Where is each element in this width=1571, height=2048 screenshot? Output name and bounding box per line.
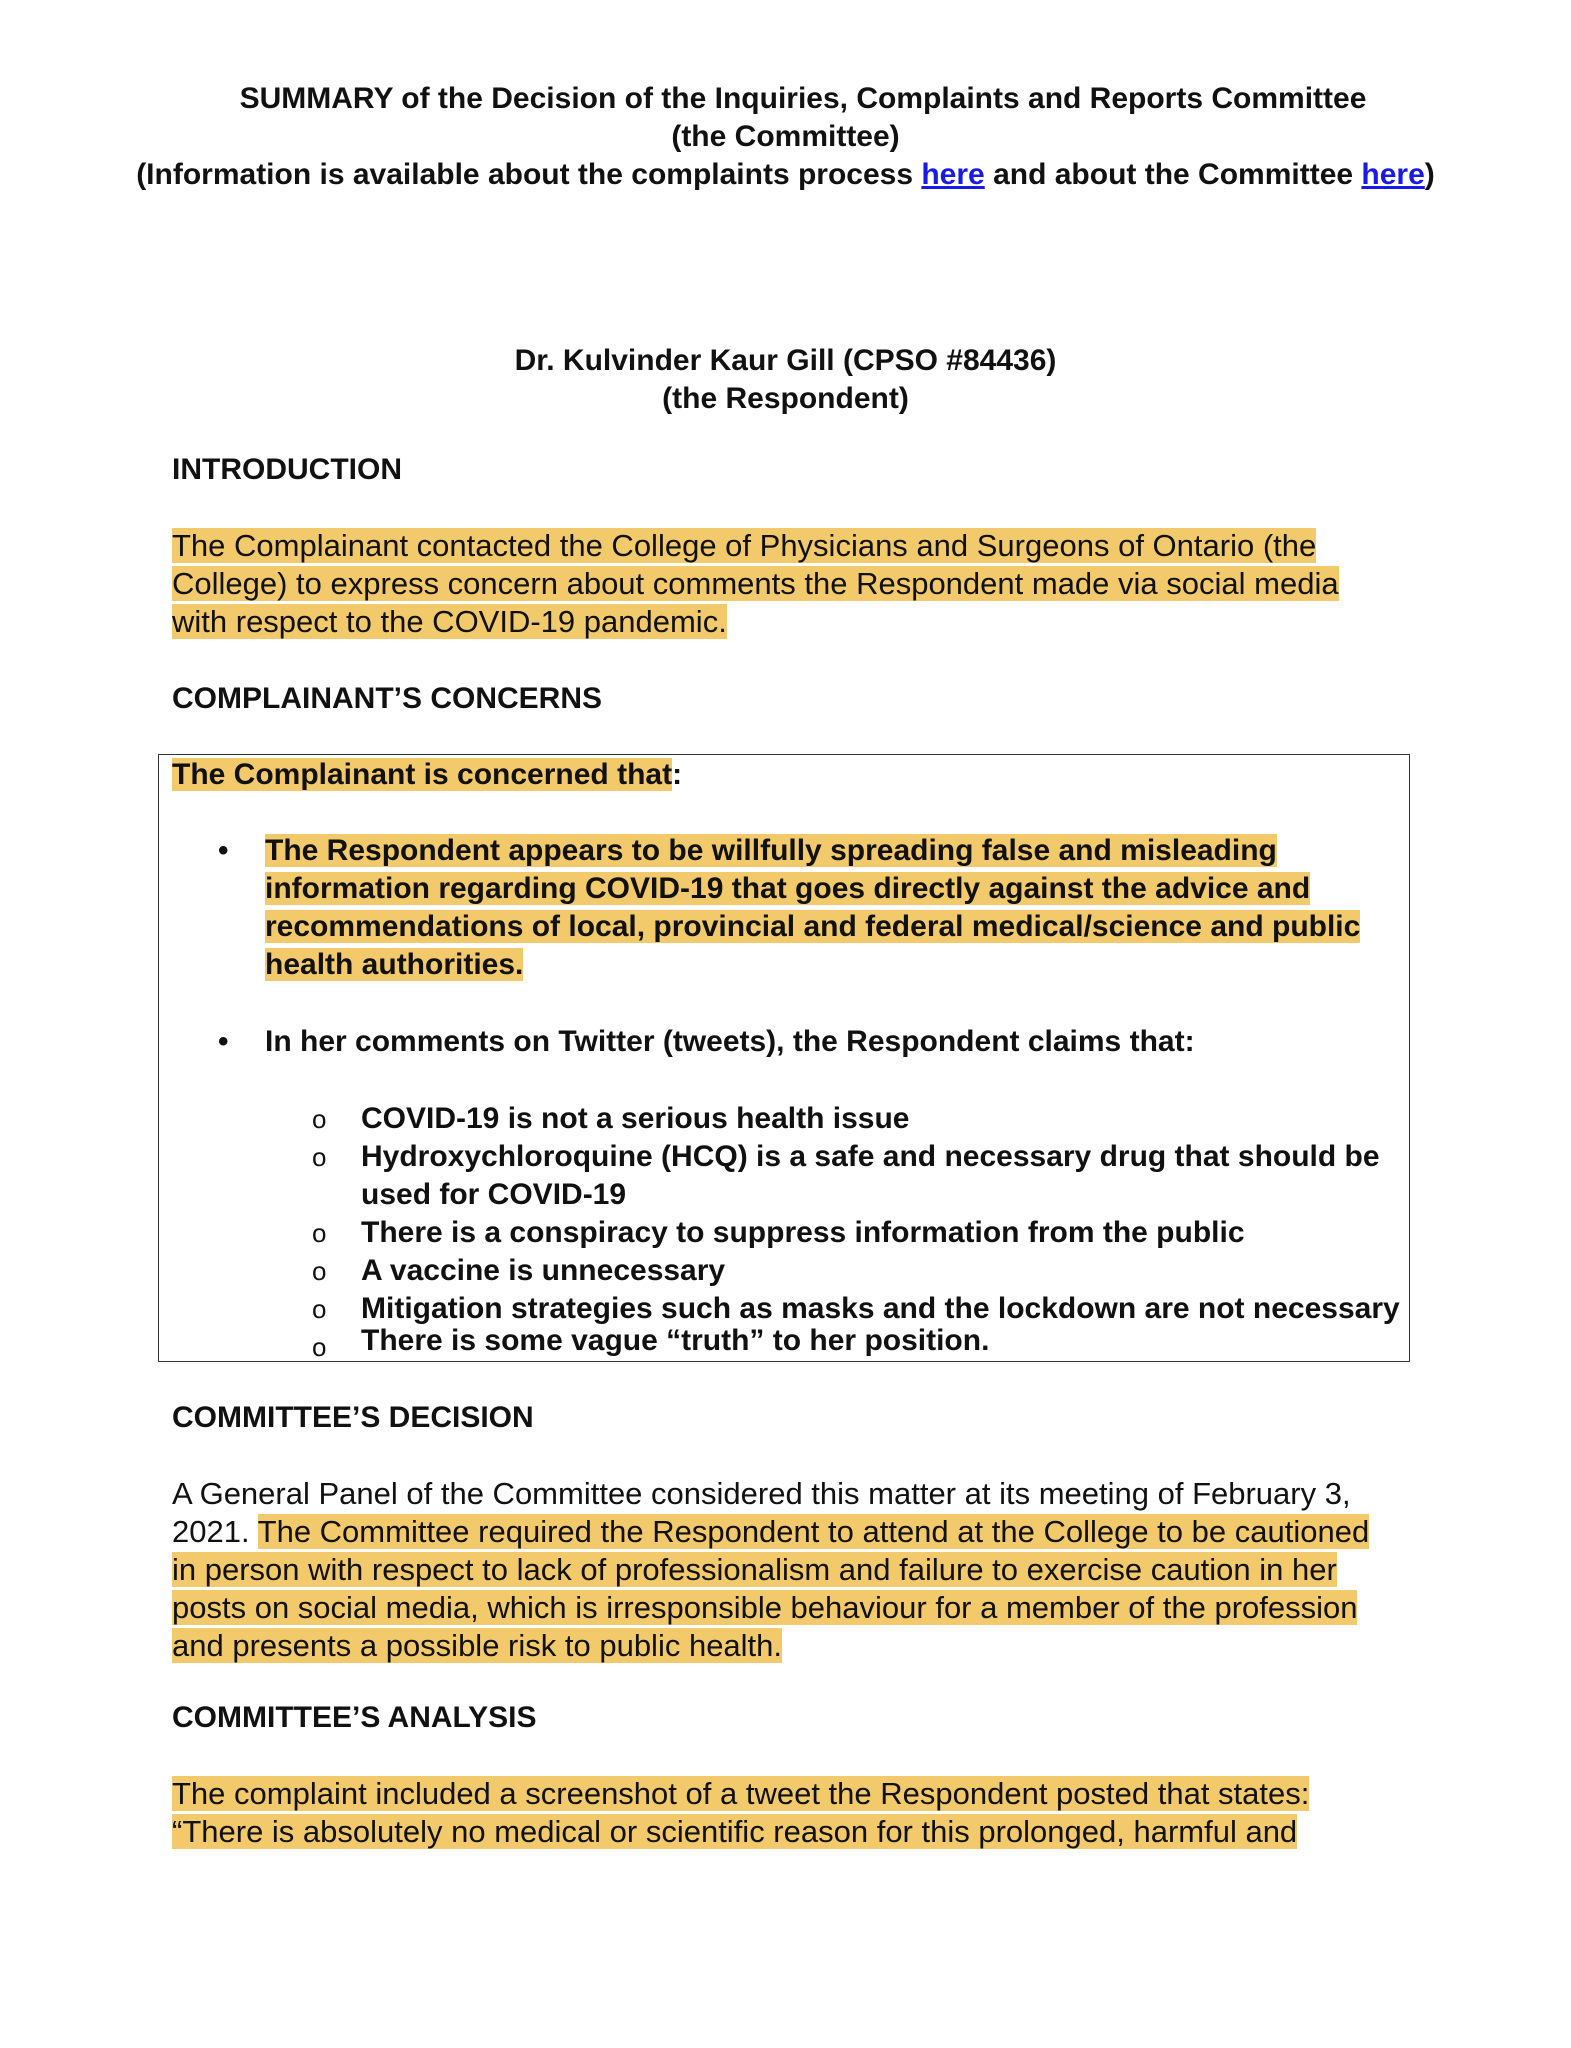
sub-bullet-glyph: o: [312, 1294, 327, 1324]
info-line: [0, 156, 1571, 194]
decision-line-highlight: and presents a possible risk to public health.: [172, 1628, 783, 1663]
committee-link[interactable]: here: [1361, 158, 1425, 191]
claim-item: Mitigation strategies such as masks and the lockdown are not necessary: [361, 1292, 1400, 1325]
bullet-glyph: •: [218, 834, 229, 867]
respondent-role: (the Respondent): [662, 382, 909, 415]
claim-item: A vaccine is unnecessary: [361, 1254, 726, 1287]
respondent-name: Dr. Kulvinder Kaur Gill (CPSO #84436): [514, 344, 1057, 377]
decision-line-highlight: The Committee required the Respondent to attend at the College to be cautioned: [257, 1514, 1370, 1549]
sub-bullet-glyph: o: [312, 1142, 327, 1172]
document-title: [0, 80, 1571, 194]
claim-item: [361, 1138, 1401, 1214]
concern-line: The Respondent appears to be willfully spreading false and misleading: [265, 834, 1277, 867]
info-prefix: (Information is available about the complaints process: [136, 158, 922, 191]
decision-paragraph: [172, 1475, 1412, 1665]
concerns-heading: COMPLAINANT’S CONCERNS: [172, 682, 603, 715]
bullet-glyph: •: [218, 1025, 229, 1058]
sub-bullet-glyph: o: [312, 1218, 327, 1248]
introduction-heading: INTRODUCTION: [172, 453, 402, 486]
analysis-line: The complaint included a screenshot of a tweet the Respondent posted that states:: [172, 1776, 1310, 1811]
analysis-heading: COMMITTEE’S ANALYSIS: [172, 1701, 537, 1734]
title-line-1: SUMMARY of the Decision of the Inquiries, Complaints and Reports Committee: [239, 82, 1367, 115]
concerns-lead-text: The Complainant is concerned that: [172, 758, 673, 791]
title-line-2: (the Committee): [671, 120, 900, 153]
sub-bullet-glyph: o: [312, 1104, 327, 1134]
decision-heading: COMMITTEE’S DECISION: [172, 1401, 534, 1434]
intro-line: The Complainant contacted the College of Physicians and Surgeons of Ontario (the: [172, 528, 1317, 563]
claim-line: used for COVID-19: [361, 1178, 627, 1211]
claim-item: There is a conspiracy to suppress information from the public: [361, 1216, 1245, 1249]
claim-item: COVID-19 is not a serious health issue: [361, 1102, 910, 1135]
info-middle: and about the Committee: [984, 158, 1362, 191]
decision-line-highlight: posts on social media, which is irresponsible behaviour for a member of the profession: [172, 1590, 1358, 1625]
concerns-lead-colon: :: [672, 758, 683, 791]
claim-line: Hydroxychloroquine (HCQ) is a safe and necessary drug that should be: [361, 1140, 1380, 1173]
concern-bullet-2: In her comments on Twitter (tweets), the Respondent claims that:: [265, 1025, 1195, 1058]
concern-line: information regarding COVID-19 that goes directly against the advice and: [265, 872, 1311, 905]
info-suffix: ): [1424, 158, 1435, 191]
introduction-paragraph: [172, 527, 1412, 641]
concern-line: recommendations of local, provincial and federal medical/science and public: [265, 910, 1361, 943]
decision-line: A General Panel of the Committee considered this matter at its meeting of February 3,: [172, 1476, 1351, 1511]
analysis-line: “There is absolutely no medical or scientific reason for this prolonged, harmful and: [172, 1814, 1298, 1849]
sub-bullet-glyph: o: [312, 1332, 327, 1362]
sub-bullet-glyph: o: [312, 1256, 327, 1286]
respondent-block: [0, 342, 1571, 418]
analysis-paragraph: [172, 1775, 1412, 1851]
decision-year: 2021.: [172, 1514, 258, 1549]
concerns-lead: [172, 756, 682, 794]
concern-bullet-1: [265, 832, 1395, 984]
complaints-process-link[interactable]: here: [921, 158, 985, 191]
concern-line: health authorities.: [265, 948, 524, 981]
claim-item: There is some vague “truth” to her position.: [361, 1324, 990, 1357]
decision-line-highlight: in person with respect to lack of professionalism and failure to exercise caution in her: [172, 1552, 1337, 1587]
intro-line: with respect to the COVID-19 pandemic.: [172, 604, 727, 639]
intro-line: College) to express concern about comments the Respondent made via social media: [172, 566, 1339, 601]
